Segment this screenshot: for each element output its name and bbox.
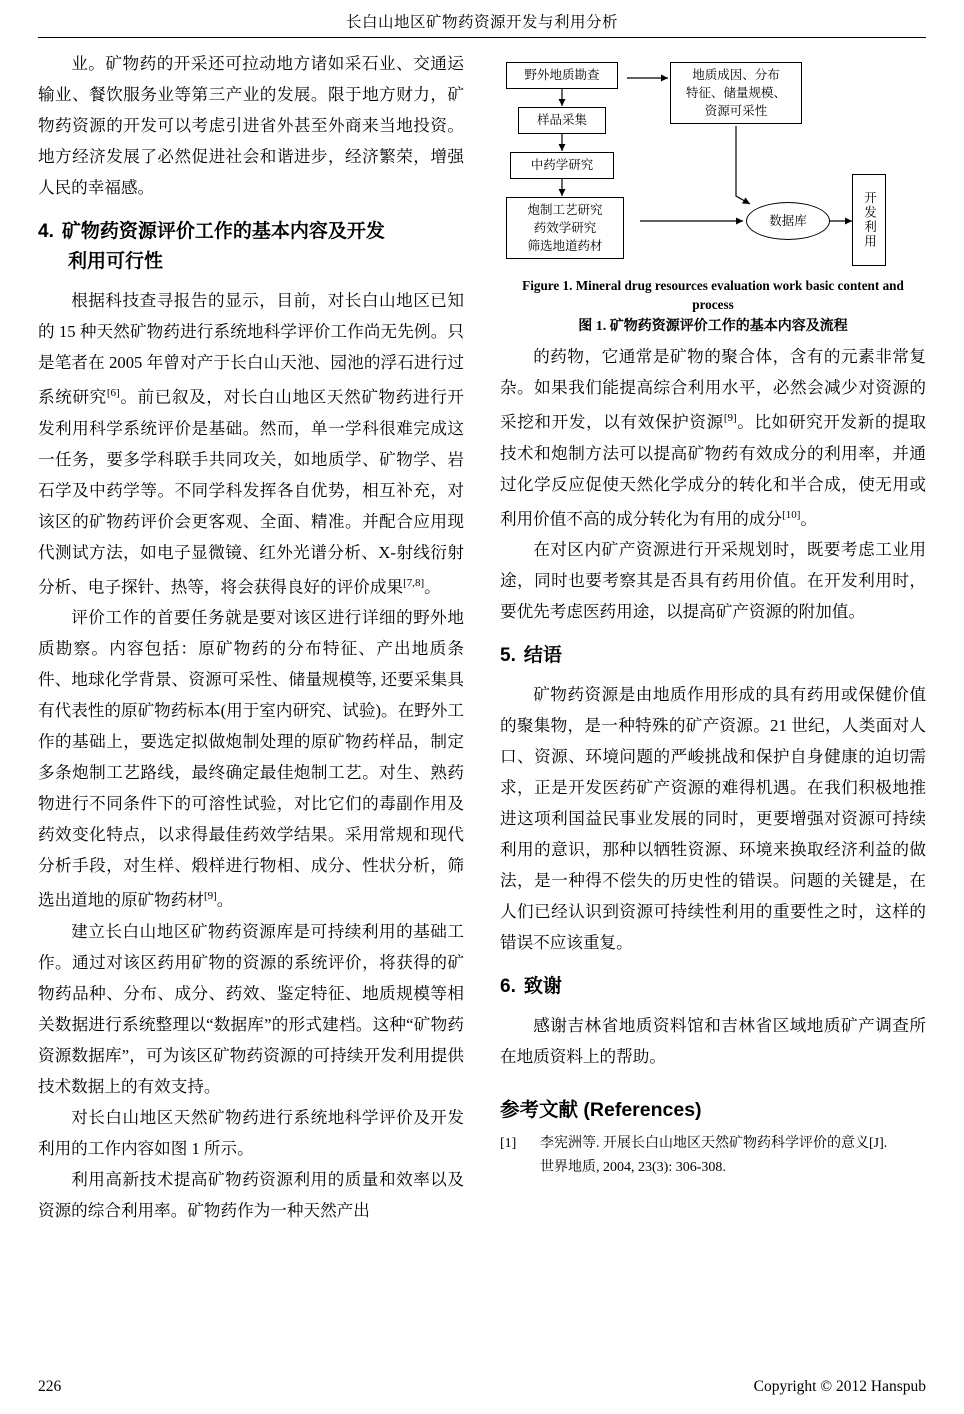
node-sampling: 样品采集 (518, 107, 606, 134)
section-6-number: 6. (500, 976, 516, 998)
running-head: 长白山地区矿物药资源开发与利用分析 (345, 14, 618, 31)
figure-caption-en (500, 276, 926, 314)
para3-text-a: 评价工作的首要任务就是要对该区进行详细的野外地质勘察。内容包括：原矿物药的分布特征、产出地质条件、地球化学背景、资源可采性、储量规模等, 还要采集具有代表性的原矿物药标本(用于室内研究、试验)。在野外工作的基础上，要选定拟做炮制处理的原矿物药样品，制定多条炮制工艺路线，最终确定最佳炮制工艺。对生、熟药物进行不同条件下的可溶性试验，对比它们的毒副作用及药效变化特点，以求得最佳药效学结果。采用常规和现代分析手段，对生样、煅样进行物相、成分、性状分析，筛选出道地的原矿物药材 (38, 608, 464, 910)
citation-6: [6] (106, 387, 120, 399)
section-4-title-line2: 利用可行性 (68, 251, 164, 272)
section-4-title-line1: 矿物药资源评价工作的基本内容及开发 (61, 221, 385, 242)
section-heading-5 (500, 641, 926, 671)
node-field-survey: 野外地质勘查 (506, 62, 618, 89)
citation-9-right: [9] (723, 412, 737, 424)
copyright-notice: Copyright © 2012 Hanspub (753, 1378, 926, 1395)
node-tcm-study: 中药学研究 (510, 152, 614, 179)
rpara1-text-b: 。比如研究开发新的提取技术和炮制方法可以提高矿物药有效成分的利用率，并通过化学反应促使天然化学成分的转化和半合成，使无用或利用价值不高的成分转化为有用的成分 (500, 412, 927, 529)
node-exploit-use: 开发利用 (852, 174, 886, 266)
node-geology-line3: 资源可采性 (704, 104, 768, 118)
rpara1-text-a: 的药物，它通常是矿物的聚合体，含有的元素非常复杂。如果我们能提高综合利用水平，必然会减少对资源的采挖和开发，以有效保护资源 (500, 347, 926, 432)
paragraph-mineral-composition (500, 341, 926, 534)
flowchart-diagram (500, 56, 926, 268)
para2-text-c: 。 (424, 577, 441, 597)
section-5-title: 结语 (523, 645, 562, 667)
citation-9-left: [9] (203, 890, 217, 903)
section-heading-4 (38, 217, 464, 277)
section-6-title: 致谢 (523, 976, 562, 998)
node-processing-line3: 筛选地道药材 (527, 239, 603, 253)
section-4-number: 4. (38, 221, 54, 242)
running-head-rule (38, 37, 926, 38)
node-processing-line2: 药效学研究 (533, 221, 597, 235)
reference-text (540, 1132, 926, 1180)
page-footer (38, 1378, 926, 1396)
section-heading-6 (500, 972, 926, 1002)
paragraph-field-survey (38, 602, 464, 916)
right-column (500, 48, 926, 1180)
figure-caption-cn: 图 1. 矿物药资源评价工作的基本内容及流程 (578, 319, 848, 334)
para2-text-a: 根据科技查寻报告的显示，目前，对长白山地区已知的 15 种天然矿物药进行系统地科学评价工作尚无先例。只是笔者在 2005 年曾对产于长白山天池、园池的浮石进行过系统研究 (38, 291, 464, 407)
paragraph-continued: 业。矿物药的开采还可拉动地方诸如采石业、交通运输业、餐饮服务业等第三产业的发展。限于地方财力，矿物药资源的开发可以考虑引进省外甚至外商来当地投资。地方经济发展了必然促进社会和谐进步，经济繁荣，增强人民的幸福感。 (38, 54, 464, 197)
citation-10: [10] (782, 508, 801, 521)
paragraph-hightech: 利用高新技术提高矿物药资源利用的质量和效率以及资源的综合利用率。矿物药作为一种天然产出 (38, 1169, 464, 1220)
two-column-layout (38, 48, 926, 1226)
node-geology-line1: 地质成因、分布 (692, 68, 780, 82)
page-number: 226 (38, 1378, 62, 1395)
references-heading: 参考文献 (References) (500, 1099, 702, 1122)
para2-text-b: 。前已叙及，对长白山地区天然矿物药进行开发利用科学系统评价是基础。然而，单一学科很难完成这一任务，要多学科联手共同攻关，如地质学、矿物学、岩石学及中药学等。不同学科发挥各自优势，相互补充，对该区的矿物药评价会更客观、全面、精准。并配合应用现代测试方法，如电子显微镜、红外光谱分析、X-射线衍射分析、电子探针、热等，将会获得良好的评价成果 (38, 387, 465, 597)
reference-number: [1] (500, 1136, 517, 1152)
paragraph-conclusion: 矿物药资源是由地质作用形成的具有药用或保健价值的聚集物，是一种特殊的矿产资源。21 世纪，人类面对人口、资源、环境问题的严峻挑战和保护自身健康的迫切需求，正是开发医药矿产资源的难得机遇。在我们积极地推进这项利国益民事业发展的同时，更要增强对资源可持续利用的意识，那种以牺牲资源、环境来换取经济利益的做法，是一种得不偿失的历史性的错误。问题的关键是，在人们已经认识到资源可持续性利用的重要性之时，这样的错误不应该重复。 (500, 685, 926, 953)
node-processing-line1: 炮制工艺研究 (527, 203, 603, 217)
paragraph-acknowledgement: 感谢吉林省地质资料馆和吉林省区域地质矿产调查所在地质资料上的帮助。 (500, 1016, 926, 1067)
node-geology-attributes (670, 62, 802, 124)
reference-line2: 世界地质, 2004, 23(3): 306-308. (540, 1160, 726, 1176)
figure-1 (500, 56, 926, 337)
left-column (38, 48, 464, 1226)
paragraph-figure-reference: 对长白山地区天然矿物药进行系统地科学评价及开发利用的工作内容如图 1 所示。 (38, 1107, 464, 1158)
figure-caption-en-line2: and process (692, 278, 904, 312)
paragraph-evaluation-background (38, 285, 464, 602)
citation-7-8: [7,8] (403, 576, 425, 589)
section-5-number: 5. (500, 645, 516, 667)
para3-text-b: 。 (216, 890, 234, 910)
reference-item (500, 1132, 926, 1180)
paragraph-mining-planning: 在对区内矿产资源进行开采规划时，既要考虑工业用途，同时也要考察其是否具有药用价值。在开发利用时，要优先考虑医药用途，以提高矿产资源的附加值。 (500, 540, 926, 622)
node-database: 数据库 (746, 202, 830, 240)
rpara1-text-c: 。 (800, 509, 818, 529)
reference-line1: 李宪洲等. 开展长白山地区天然矿物药科学评价的意义[J]. (540, 1136, 888, 1152)
node-geology-line2: 特征、储量规模、 (685, 86, 786, 100)
paragraph-database: 建立长白山地区矿物药资源库是可持续利用的基础工作。通过对该区药用矿物的资源的系统评价，将获得的矿物药品种、分布、成分、药效、鉴定特征、地质规模等相关数据进行系统整理以“数据库”的形式建档。这种“矿物药资源数据库”，可为该区矿物药资源的可持续开发利用提供技术数据上的有效支持。 (38, 921, 464, 1096)
figure-caption-en-line1: Figure 1. Mineral drug resources evaluation work basic content (522, 278, 880, 293)
node-processing-study (506, 197, 624, 259)
